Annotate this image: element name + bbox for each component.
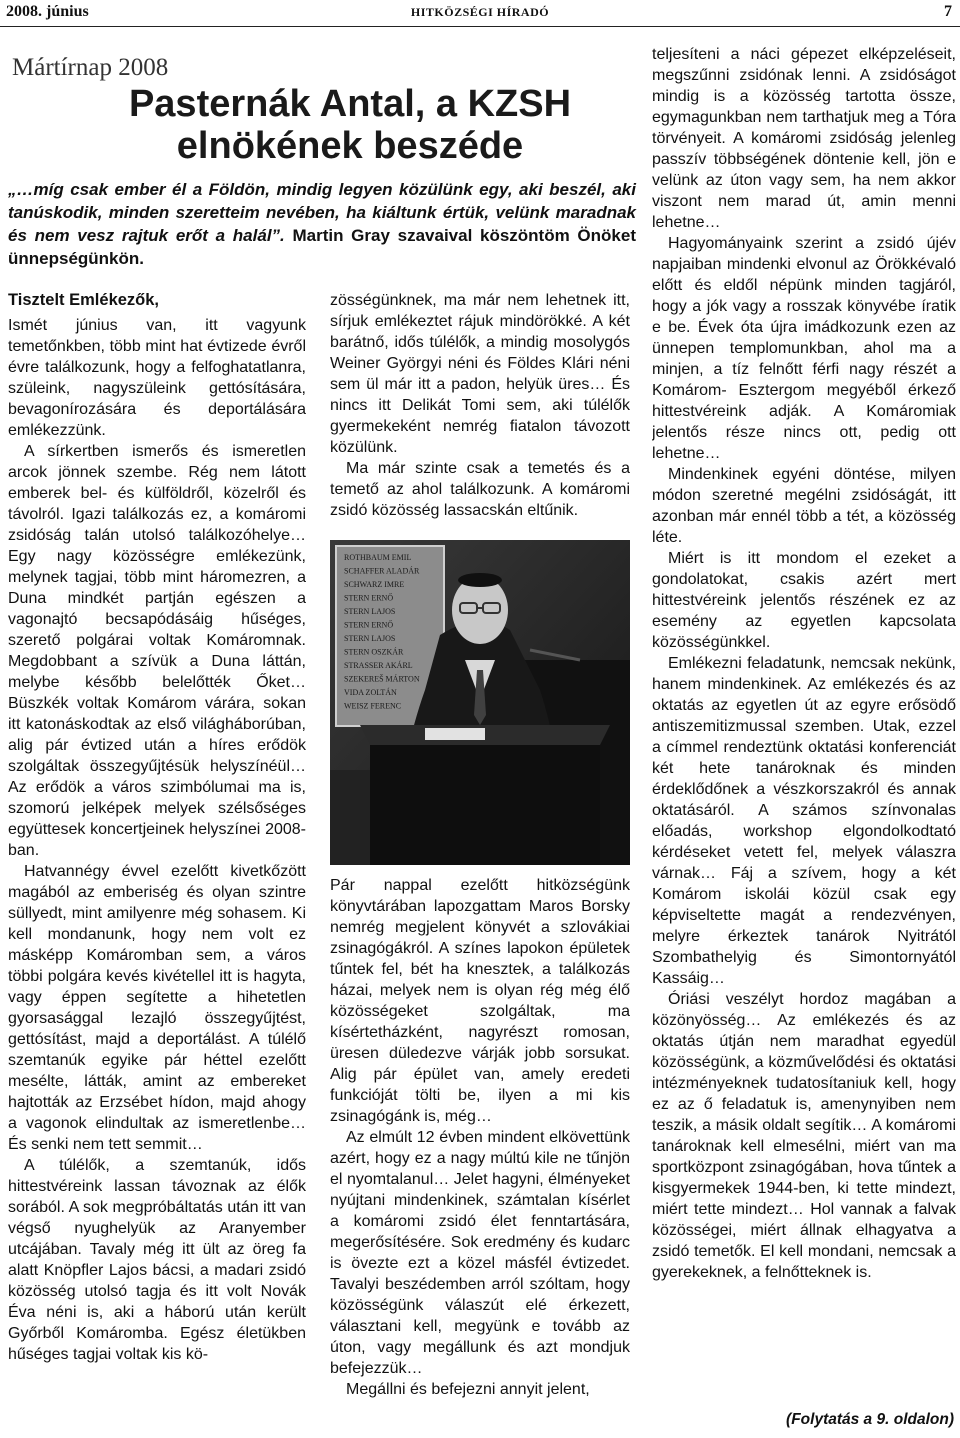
lead-rest: Martin Gray szavaival köszöntöm Önöket ünnepségünkön. — [8, 226, 636, 268]
paragraph: Az elmúlt 12 évben mindent elkövettünk azért, hogy ez a nagy múltú kile ne tűnjön el nyomtalanul… Jelet hagyni, élményeket nyújtani mindenkinek, számtalan kísérlet a komáromi zsidó élet fenntartására, megerősítésére. Sok eredmény és kudarc is övezte ezt a közel másfél évtizedet. Tavalyi beszédemben arról szóltam, hogy közösségünk válaszút elé érkezett, választani kell, megyünk e tovább az úton, vagy megállunk és azt mondjuk befejezzük… — [330, 1129, 630, 1377]
paragraph: zösségünknek, ma már nem lehetnek itt, sírjuk emlékeztet rájuk mindörökké. A két barátnő, idős túlélők, a mindig mosolygós Weiner Györgyi néni és Földes Klári néni sem ül már itt a padon, helyük üres… És nincs itt Delikát Tomi sem, aki túlélők gyermekeként nemrég fiatalon távozott közülünk. — [330, 292, 630, 456]
continuation-note: (Folytatás a 9. oldalon) — [786, 1411, 954, 1428]
text-column-3 — [652, 44, 956, 1404]
plaque-name: SCHWARZ IMRE — [344, 580, 405, 589]
plaque-name: STERN LAJOS — [344, 607, 396, 616]
publication-name: HITKÖZSÉGI HÍRADÓ — [410, 5, 550, 19]
plaque-name: SCHAFFER ALADÁR — [344, 566, 420, 576]
speaker-photo — [330, 540, 630, 865]
paragraph: Óriási veszélyt hordoz magában a közönyösség… Az emlékezés és az oktatás útján nem maradhat egyedül közösségünk, a közművelődési és oktatási intézményeknek tudatosítaniuk kell, hogy ez az ő feladatuk is, amenynyiben nem teszik, a másik oldalt segítik… A komáromi tanároknak kell elmesélni, miért van ma sportközpont zsinagógában, hova tűntek a kisgyermekek 1944-ben, ki tette mindezt, miért tette mindezt… Hol vannak a falvak közösségei, miért állnak elhagyatva a zsidó temetők. El kell mondani, nemcsak a gyerekeknek, a felnőtteknek is. — [652, 991, 956, 1281]
paragraph: teljesíteni a náci gépezet elképzeléseit, megszűnni zsidónak lenni. A zsidóságot mindig is a közösség tartotta össze, egymagunkban nem tarthatjuk meg a Tóra törvényeit. A komáromi zsidóság jelenleg passzív többségének döntenie kell, jön e velünk az úton vagy sem, ha nem akkor viszont nem marad út, amin menni lehetne… — [652, 46, 956, 231]
speech-paper — [425, 728, 485, 740]
plaque-name: STRASSER AKÁRL — [344, 661, 413, 670]
salutation: Tisztelt Emlékezők, — [8, 291, 160, 309]
paragraph: Pár nappal ezelőtt hitközségünk könyvtárában lapozgattam Maros Borsky nemrég megjelent könyvét a szlovákiai zsinagógákról. A színes lapokon épületek tűntek fel, bét ha knesztek, a találkozás házai, melyek nem is olyan rég még élő közösségeket szolgáltak, ma kísértetházként, nagyrészt romosan, üresen düledezve várják jobb sorsukat. Alig pár épület van, amely eredeti funkcióját tölti be, ilyen a mi kis zsinagógánk is, még… — [330, 877, 630, 1125]
paragraph: Hagyományaink szerint a zsidó újév napjaiban mindenki elvonul az Örökkévaló előtt és eldől népünk minden tagjáról, hogy a jók vagy a rosszak könyvébe íratik e be. Évek óta újra imádkozunk ezen az ünnepen templomunkban, ahol ma a minjen, a tíz felnőtt férfi nagy részét a Komárom- Esztergom megyéből érkező hittestvéreink adják. A Komáromiak jelentős része nincs ott, pedig ott lehetne… — [652, 235, 956, 462]
paragraph: Emlékezni feladatunk, nemcsak nekünk, hanem mindenkinek. Az emlékezés és az oktatás az egyetlen út az egyre erősödő antiszemitizmussal szemben. Utak, ezzel a címmel rendeztünk oktatási konferenciát két hete tanároknak és minden érdeklődőnek a vészkorszakról és annak oktatásáról. A számos színvonalas előadás, workshop elgondolkodtató kérdéseket vetett fel, melyek válaszra várnak… Fáj a szívem, hogy a két Komárom iskolái közül csak egy képviseltette magát a rendezvényen, melyre érkeztek tanárok Nyitrától Szombathelyig és Simontornyától Kassáig… — [652, 655, 956, 987]
issue-date: 2008. június — [6, 3, 89, 20]
lead-quote: „…míg csak ember él a Földön, mindig legyen közülünk egy, aki beszél, aki tanúskodik, minden szeretteim nevében, ha kiáltunk értük, velünk maradnak és nem vesz rajtuk erőt a halál”. — [8, 180, 636, 245]
lectern — [370, 745, 600, 865]
paragraph: Mindenkinek egyéni döntése, milyen módon szeretné megélni zsidóságát, itt azonban már ennél több a tét, a közösség léte. — [652, 466, 956, 546]
page-number: 7 — [944, 3, 952, 20]
article-headline: Pasternák Antal, a KZSH elnökének beszéde — [128, 83, 572, 167]
plaque-name: VIDA ZOLTÁN — [344, 688, 397, 697]
article-kicker: Mártírnap 2008 — [12, 54, 169, 81]
paragraph: Miért is itt mondom el ezeket a gondolatokat, csakis azért mert hittestvéreink jelentős részének ez az esemény az egyetlen kapcsolata közösségünkkel. — [652, 550, 956, 651]
plaque-name: SZEKEREŠ MÁRTON — [344, 674, 420, 684]
running-header — [0, 0, 960, 27]
paragraph: A túlélők, a szemtanúk, idős hittestvéreink lassan távoznak az élők sorából. A sok megpróbáltatás után itt van végső nyughelyük az Aranyember utcájában. Tavaly még itt ült az öreg fa alatt Knöpfler Lajos bácsi, a madari zsidó közösség utolsó tagja és itt volt Novák Éva néni is, aki a háború után került Győrből Komáromba. Egész életükben hűséges tagjai voltak kis kö- — [8, 1157, 306, 1363]
paragraph: Ma már szinte csak a temetés és a temető az ahol találkozunk. A komáromi zsidó közösség lassacskán eltűnik. — [330, 460, 630, 519]
plaque-name: WEISZ FERENC — [344, 701, 402, 711]
paragraph: Megállni és befejezni annyit jelent, — [346, 1381, 590, 1398]
plaque-name: STERN LAJOS — [344, 634, 396, 643]
plaque-name: STERN ERNŐ — [344, 593, 394, 603]
paragraph: Hatvannégy évvel ezelőtt kivetkőzött magából az emberiség és olyan szintre süllyedt, mint amilyenre még sohasem. Ki kell mondanunk, hogy nem volt ez másképp Komáromban sem, a város többi polgára kevés kivétellel itt is hagyta, vagy éppen segítette a hihetetlen gyorsasággal lezajló összegyűjtést, gettósítást, majd a deportálást. A túlélő szemtanúk egyike pár héttel ezelőtt mesélte, látták, amint az embereket hajtották az Erzsébet hídon, majd ahogy a vagonok elindultak az ismeretlenbe… És senki nem tett semmit… — [8, 863, 306, 1153]
paragraph: A sírkertben ismerős és ismeretlen arcok jönnek szembe. Rég nem látott emberek bel- és külföldről, közelről és távolról. Igazi találkozás ez, a komáromi zsidóság talán utolsó találkozóhelye… Egy nagy közösségre emlékezünk, melynek tagjai, több mint háromezren, a Duna mindkét partján egészen a vagonajtó becsapódásáig hűséges, szerető polgárai voltak Komáromnak. Megdobbant a szívük a Duna láttán, melybe később belelőtték Őket… Büszkék voltak Komárom várára, sokan itt katonáskodtak az első világháborúban, alig pár évtized után a híres erődök szolgáltak összegyűjtésük helyszínéül… Az erődök a város szimbólumai ma is, szomorú jelképek melyek szélsőséges együttesek koncertjeinek helyszínei 2008-ban. — [8, 443, 306, 859]
text-column-1 — [8, 290, 306, 1436]
kippah — [458, 573, 502, 587]
paragraph: Ismét június van, itt vagyunk temetőnkben, több mint hat évtizede évről évre találkozunk, hogy a felfoghatatlanra, szüleink, nagyszüleink gettósítására, bevagonírozására és deportálására emlékezzünk. — [8, 317, 306, 439]
plaque-name: STERN OSZKÁR — [344, 647, 404, 657]
plaque-name: ROTHBAUM EMIL — [344, 553, 412, 562]
text-column-2-top — [330, 290, 630, 535]
article-lead — [8, 178, 636, 270]
text-column-2-bottom — [330, 875, 630, 1436]
plaque-name: STERN ERNŐ — [344, 620, 394, 630]
speaker-photo-illustration — [330, 540, 630, 865]
